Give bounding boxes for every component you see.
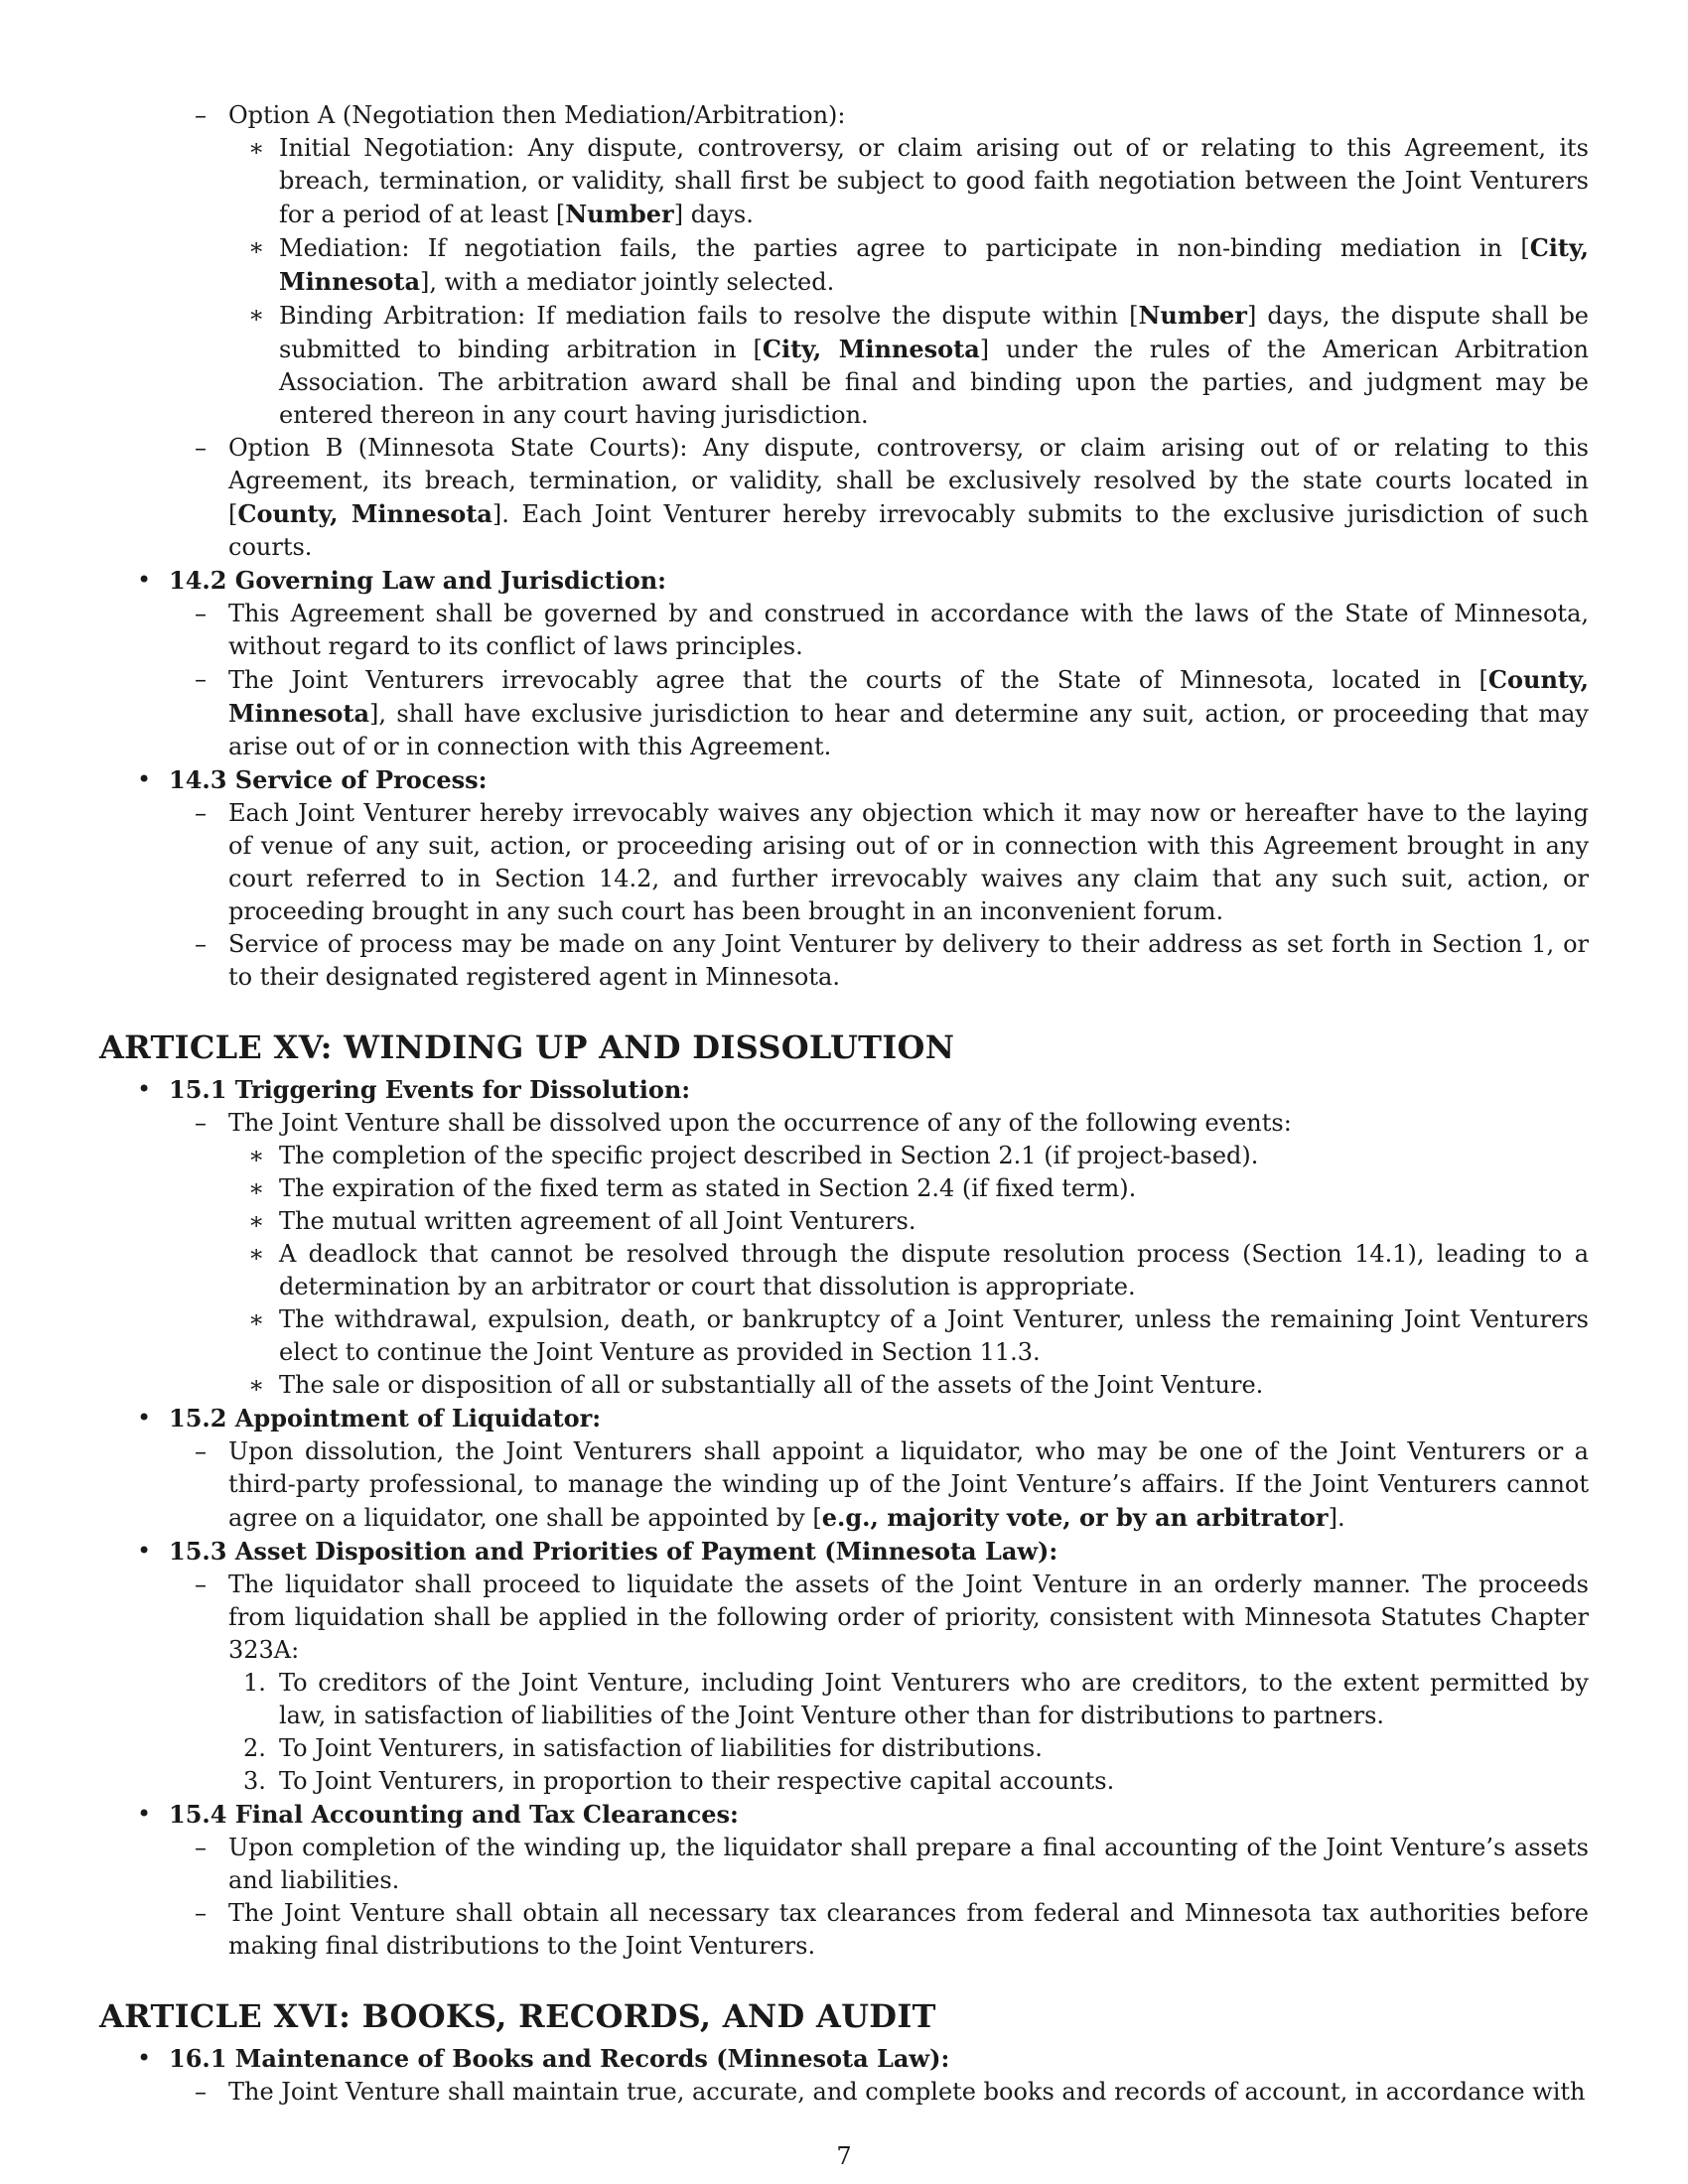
section-16-1 [99,2042,1589,2076]
dash-marker: – [195,1437,207,1465]
section-15-3 [99,1535,1589,1569]
star-marker: ∗ [248,1305,265,1333]
bullet-marker: • [137,2044,152,2072]
dash-marker: – [195,1570,207,1598]
section-15-1 [99,1073,1589,1107]
service-of-process-text: Service of process may be made on any Joint Venturer by delivery to their address as set forth in Section 1, or to their designated registered agent in Minnesota. [228,930,1589,991]
list-item [99,2076,1589,2109]
section-title: 15.1 Triggering Events for Dissolution: [169,1075,691,1104]
section-14-3 [99,763,1589,797]
priority-item [99,1667,1589,1732]
dash-marker: – [195,799,207,827]
dissolution-event: The completion of the specific project described in Section 2.1 (if project-based). [279,1142,1259,1169]
document-page [99,99,1589,2109]
star-marker: ∗ [248,301,265,329]
priority-item [99,1732,1589,1765]
dash-marker: – [195,101,207,129]
star-marker: ∗ [248,233,265,261]
bullet-marker: • [137,765,152,793]
bullet-marker: • [137,1800,152,1828]
option-a [99,99,1589,132]
dissolution-event: The sale or disposition of all or substantially all of the assets of the Joint Venture. [279,1371,1264,1399]
option-b [99,432,1589,564]
dash-marker: – [195,1834,207,1861]
governing-law-text: This Agreement shall be governed by and construed in accordance with the laws of the State of Minnesota, without regard to its conflict of laws principles. [228,600,1589,660]
list-item [99,1569,1589,1667]
list-item [99,928,1589,994]
star-marker: ∗ [248,1371,265,1399]
star-marker: ∗ [248,1142,265,1169]
dash-marker: – [195,930,207,958]
mediation-text: Mediation: If negotiation fails, the parties agree to participate in non-binding mediation in [City, Minnesota], with a mediator jointly selected. [279,233,1589,296]
option-a-item [99,299,1589,432]
number-marker: 2. [243,1734,266,1762]
list-item [99,1172,1589,1205]
priority-text: To creditors of the Joint Venture, including Joint Venturers who are creditors, to the extent permitted by law, in satisfaction of liabilities of the Joint Venture other than for distributions to partners. [279,1669,1589,1729]
article-16-heading: ARTICLE XVI: BOOKS, RECORDS, AND AUDIT [99,1997,936,2035]
section-15-4 [99,1798,1589,1832]
list-item [99,663,1589,763]
star-marker: ∗ [248,1174,265,1202]
option-a-item [99,231,1589,299]
option-a-item [99,132,1589,231]
venue-waiver-text: Each Joint Venturer hereby irrevocably waives any objection which it may now or hereafter have to the laying of venue of any suit, action, or proceeding arising out of or in connection with this Agreement brought in any court referred to in Section 14.2, and further irrevocably waives any claim that any such suit, action, or proceeding brought in any such court has been brought in an inconvenient forum. [228,799,1589,925]
dash-marker: – [195,600,207,627]
dash-marker: – [195,665,207,693]
dissolution-event: The withdrawal, expulsion, death, or bankruptcy of a Joint Venturer, unless the remaining Joint Venturers elect to continue the Joint Venture as provided in Section 11.3. [279,1305,1589,1366]
list-item [99,1897,1589,1963]
dash-marker: – [195,1899,207,1927]
section-title: 15.2 Appointment of Liquidator: [169,1404,602,1433]
dash-marker: – [195,1109,207,1137]
list-item [99,1140,1589,1172]
section-title: 14.2 Governing Law and Jurisdiction: [169,566,667,595]
list-item [99,1303,1589,1369]
dissolution-event: A deadlock that cannot be resolved through the dispute resolution process (Section 14.1), leading to a determination by an arbitrator or court that dissolution is appropriate. [279,1240,1589,1300]
priority-text: To Joint Venturers, in satisfaction of liabilities for distributions. [279,1734,1043,1762]
bullet-marker: • [137,1537,152,1565]
option-a-label: Option A (Negotiation then Mediation/Arbitration): [228,101,846,129]
section-title: 15.4 Final Accounting and Tax Clearances: [169,1800,739,1829]
priority-item [99,1765,1589,1798]
final-accounting-text: Upon completion of the winding up, the liquidator shall prepare a final accounting of the Joint Venture’s assets and liabilities. [228,1834,1589,1894]
asset-disposition-intro: The liquidator shall proceed to liquidate the assets of the Joint Venture in an orderly manner. The proceeds from liquidation shall be applied in the following order of priority, consistent with Minnesota Statutes Chapter 323A: [228,1570,1589,1664]
article-15-heading: ARTICLE XV: WINDING UP AND DISSOLUTION [99,1028,955,1066]
list-item [99,797,1589,928]
bullet-marker: • [137,566,152,594]
number-marker: 3. [243,1767,266,1795]
list-item [99,1832,1589,1897]
jurisdiction-text: The Joint Venturers irrevocably agree that the courts of the State of Minnesota, located in [County, Minnesota], shall have exclusive jurisdiction to hear and determine any suit, action, or proceeding that may arise out of or in connection with this Agreement. [228,665,1589,760]
list-item [99,1107,1589,1140]
dissolution-intro: The Joint Venture shall be dissolved upon the occurrence of any of the following events: [228,1109,1292,1137]
tax-clearance-text: The Joint Venture shall obtain all necessary tax clearances from federal and Minnesota tax authorities before making final distributions to the Joint Venturers. [228,1899,1589,1960]
section-14-2 [99,564,1589,598]
bullet-marker: • [137,1075,152,1103]
section-title: 15.3 Asset Disposition and Priorities of Payment (Minnesota Law): [169,1537,1058,1566]
option-b-text: Option B (Minnesota State Courts): Any dispute, controversy, or claim arising out of or relating to this Agreement, its breach, termination, or validity, shall be exclusively resolved by the state courts located in [County, Minnesota]. Each Joint Venturer hereby irrevocably submits to the exclusive jurisdiction of such courts. [228,434,1589,561]
initial-negotiation-text: Initial Negotiation: Any dispute, controversy, or claim arising out of or relating to this Agreement, its breach, termination, or validity, shall first be subject to good faith negotiation between the Joint Venturers for a period of at least [Number] days. [279,134,1589,228]
star-marker: ∗ [248,1240,265,1268]
list-item [99,1205,1589,1238]
page-number: 7 [836,2142,852,2170]
star-marker: ∗ [248,1207,265,1235]
liquidator-text: Upon dissolution, the Joint Venturers shall appoint a liquidator, who may be one of the Joint Venturers or a third-party professional, to manage the winding up of the Joint Venture’s affairs. If the Joint Venturers cannot agree on a liquidator, one shall be appointed by [e.g., majority vote, or by an arbitrator]. [228,1437,1589,1532]
list-item [99,1369,1589,1402]
dissolution-event: The mutual written agreement of all Joint Venturers. [279,1207,916,1235]
number-marker: 1. [243,1669,266,1697]
list-item [99,1238,1589,1303]
priority-text: To Joint Venturers, in proportion to their respective capital accounts. [279,1767,1115,1795]
dissolution-event: The expiration of the fixed term as stated in Section 2.4 (if fixed term). [279,1174,1137,1202]
bullet-marker: • [137,1404,152,1432]
books-records-text: The Joint Venture shall maintain true, accurate, and complete books and records of account, in accordance with [228,2078,1586,2106]
dash-marker: – [195,434,207,462]
section-15-2 [99,1402,1589,1435]
binding-arbitration-text: Binding Arbitration: If mediation fails to resolve the dispute within [Number] days, the dispute shall be submitted to binding arbitration in [City, Minnesota] under the rules of the American Arbitration Association. The arbitration award shall be final and binding upon the parties, and judgment may be entered thereon in any court having jurisdiction. [279,301,1590,429]
dash-marker: – [195,2078,207,2106]
list-item [99,1435,1589,1535]
section-title: 14.3 Service of Process: [169,765,488,794]
list-item [99,598,1589,663]
section-title: 16.1 Maintenance of Books and Records (Minnesota Law): [169,2044,950,2073]
star-marker: ∗ [248,134,265,162]
